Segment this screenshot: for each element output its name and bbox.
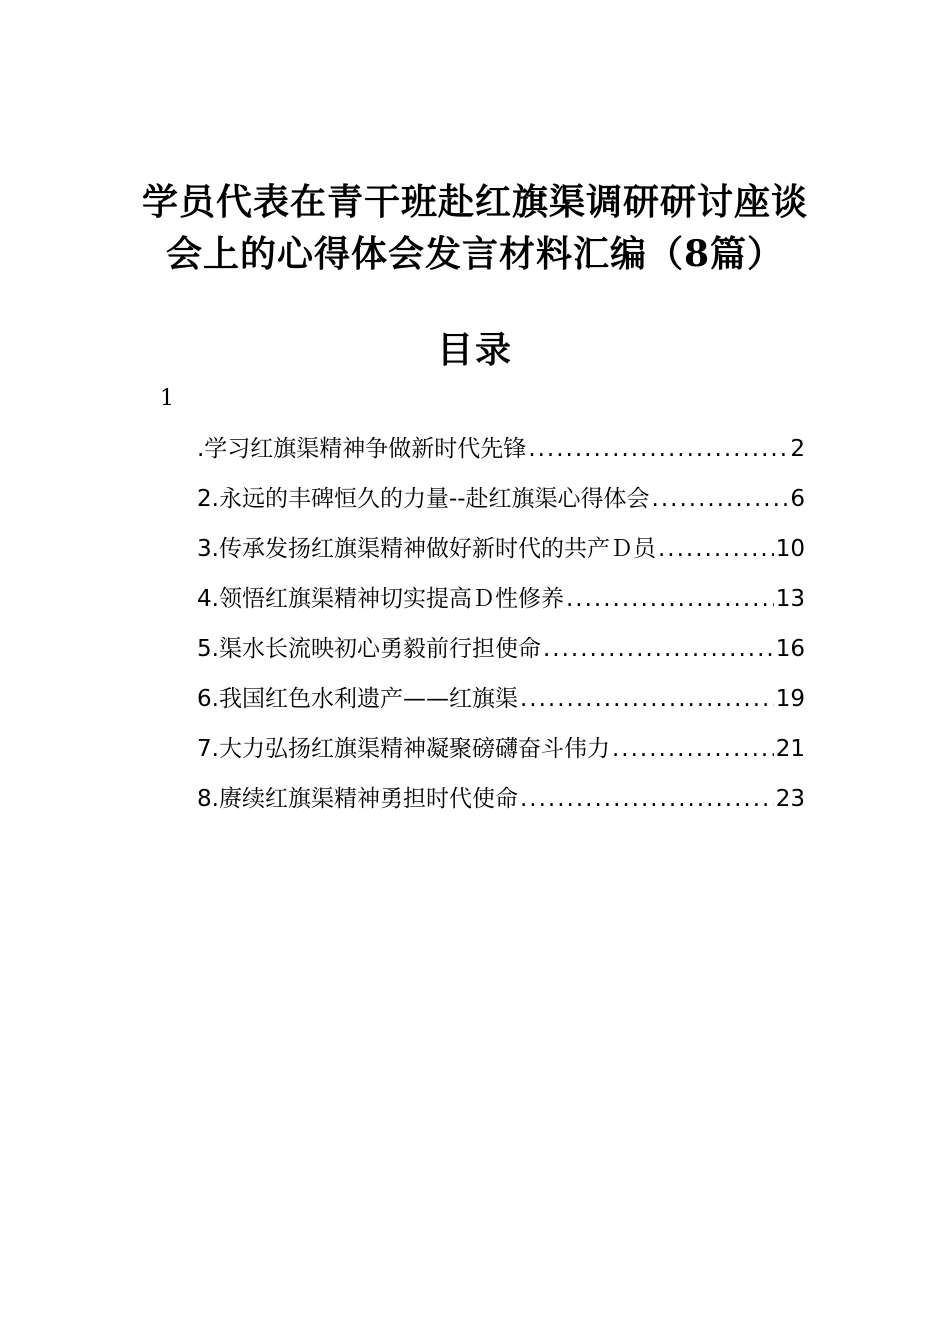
toc-entry-title: .学习红旗渠精神争做新时代先锋 xyxy=(197,436,527,462)
toc-entry-title: 5.渠水长流映初心勇毅前行担使命 xyxy=(197,636,541,662)
toc-dot-leader xyxy=(543,627,774,671)
toc-dot-leader xyxy=(520,677,774,721)
toc-dot-leader xyxy=(566,577,774,621)
toc-dot-leader xyxy=(520,777,774,821)
table-of-contents xyxy=(197,427,805,827)
toc-entry-page: 2 xyxy=(790,436,805,462)
toc-entry-page: 19 xyxy=(775,686,805,712)
toc-entry-2[interactable] xyxy=(197,477,805,527)
toc-entry-5[interactable] xyxy=(197,627,805,677)
toc-entry-6[interactable] xyxy=(197,677,805,727)
toc-entry-title: 2.永远的丰碑恒久的力量--赴红旗渠心得体会 xyxy=(197,486,650,512)
toc-entry-8[interactable] xyxy=(197,777,805,827)
document-title-line-2: 会上的心得体会发言材料汇编（8篇） xyxy=(165,233,785,275)
toc-entry-3[interactable] xyxy=(197,527,805,577)
toc-entry-title: 6.我国红色水利遗产——红旗渠 xyxy=(197,686,518,712)
toc-entry-4[interactable] xyxy=(197,577,805,627)
document-title-line-1: 学员代表在青干班赴红旗渠调研研讨座谈 xyxy=(141,181,808,223)
toc-dot-leader xyxy=(658,527,774,571)
toc-entry-page: 21 xyxy=(775,736,805,762)
toc-entry-page: 13 xyxy=(775,586,805,612)
toc-entry-7[interactable] xyxy=(197,727,805,777)
toc-entry-title: 4.领悟红旗渠精神切实提高Ｄ性修养 xyxy=(197,586,564,612)
toc-dot-leader xyxy=(652,477,789,521)
toc-entry-1[interactable] xyxy=(197,427,805,477)
toc-entry-title: 8.赓续红旗渠精神勇担时代使命 xyxy=(197,786,518,812)
toc-dot-leader xyxy=(528,427,788,471)
toc-entry-title: 3.传承发扬红旗渠精神做好新时代的共产Ｄ员 xyxy=(197,536,656,562)
toc-entry-page: 6 xyxy=(790,486,805,512)
toc-entry-page: 10 xyxy=(775,536,805,562)
toc-dot-leader xyxy=(612,727,774,771)
stray-number: 1 xyxy=(160,386,174,411)
toc-entry-page: 16 xyxy=(775,636,805,662)
toc-heading: 目录 xyxy=(436,329,513,371)
toc-entry-page: 23 xyxy=(775,786,805,812)
toc-entry-title: 7.大力弘扬红旗渠精神凝聚磅礴奋斗伟力 xyxy=(197,736,610,762)
